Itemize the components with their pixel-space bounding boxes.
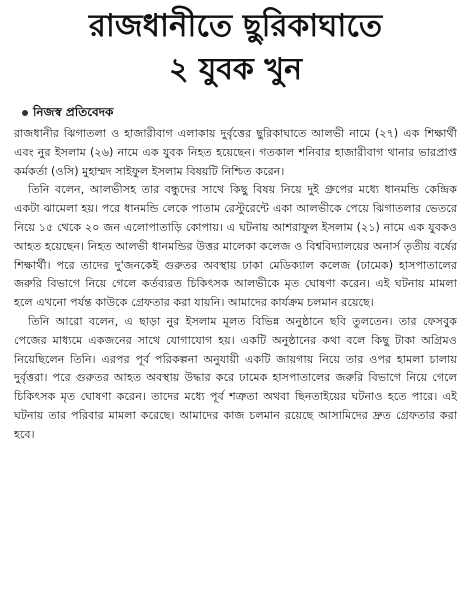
article-body xyxy=(14,125,457,445)
paragraph-1: রাজধানীর ঝিগাতলা ও হাজারীবাগ এলাকায় দুর্বৃত্তের ছুরিকাঘাতে আলভী নামে (২৭) এক শিক্ষার্থী এবং নুর ইসলাম (২৬) নামে এক যুবক নিহত হয়েছেন। গতকাল শনিবার হাজারীবাগ থানার ভারপ্রাপ্ত কর্মকর্তা (ওসি) মুহাম্মদ সাইফুল ইসলাম বিষয়টি নিশ্চিত করেন। xyxy=(14,127,457,178)
headline-line-1: রাজধানীতে ছুরিকাঘাতে xyxy=(88,8,383,44)
headline xyxy=(14,4,457,92)
paragraph-3: তিনি আরো বলেন, এ ছাড়া নুর ইসলাম মূলত বিভিন্ন অনুষ্ঠানে ছবি তুলতেন। তার ফেসবুক পেজের মাধ্যমে একজনের সাথে যোগাযোগ হয়। একটি অনুষ্ঠানের কথা বলে কিছু টাকা অগ্রিমও নিয়েছিলেন তিনি। এরপর পূর্ব পরিকল্পনা অনুযায়ী একটি জায়গায় নিয়ে তার ওপর হামলা চালায় দুর্বৃত্তরা। পরে গুরুতর আহত অবস্থায় উদ্ধার করে ঢামেক হাসপাতালের জরুরি বিভাগে নিয়ে গেলে চিকিৎসক মৃত ঘোষণা করেন। তাদের মধ্যে পূর্ব শত্রুতা অথবা ছিনতাইয়ের ঘটনাও হতে পারে। এই ঘটনায় তার পরিবার মামলা করেছে। আমাদের কাজ চলমান রয়েছে আসামিদের দ্রুত গ্রেফতার করা হবে। xyxy=(14,314,457,441)
byline xyxy=(22,104,457,120)
headline-line-2: ২ যুবক খুন xyxy=(169,52,302,87)
bullet-icon xyxy=(22,110,28,116)
byline-text: নিজস্ব প্রতিবেদক xyxy=(33,105,114,119)
paragraph-2: তিনি বলেন, আলভীসহ তার বন্ধুদের সাথে কিছু বিষয় নিয়ে দুই গ্রুপের মধ্যে ধানমন্ডি কেন্দ্রিক একটা ঝামেলা হয়। পরে ধানমন্ডি লেকে পাতাম রেস্টুরেন্টে একা আলভীকে পেয়ে ঝিগাতলার ভেতরে নিয়ে ১৫ থেকে ২০ জন এলোপাতাড়ি কোপায়। এ ঘটনায় আশরাফুল ইসলাম (২১) নামে এক যুবকও আহত হয়েছেন। নিহত আলভী ধানমন্ডির উত্তর মালেকা কলেজ ও বিশ্ববিদ্যালয়ের অনার্স তৃতীয় বর্ষের শিক্ষার্থী। পরে তাদের দু'জনকেই গুরুতর অবস্থায় ঢাকা মেডিক্যাল কলেজ (ঢামেক) হাসপাতালের জরুরি বিভাগে নিয়ে গেলে কর্তব্যরত চিকিৎসক আলভীকে মৃত ঘোষণা করেন। এই ঘটনায় মামলা হলে এখনো পর্যন্ত কাউকে গ্রেফতার করা যায়নি। আমাদের কার্যক্রম চলমান রয়েছে। xyxy=(14,183,457,310)
